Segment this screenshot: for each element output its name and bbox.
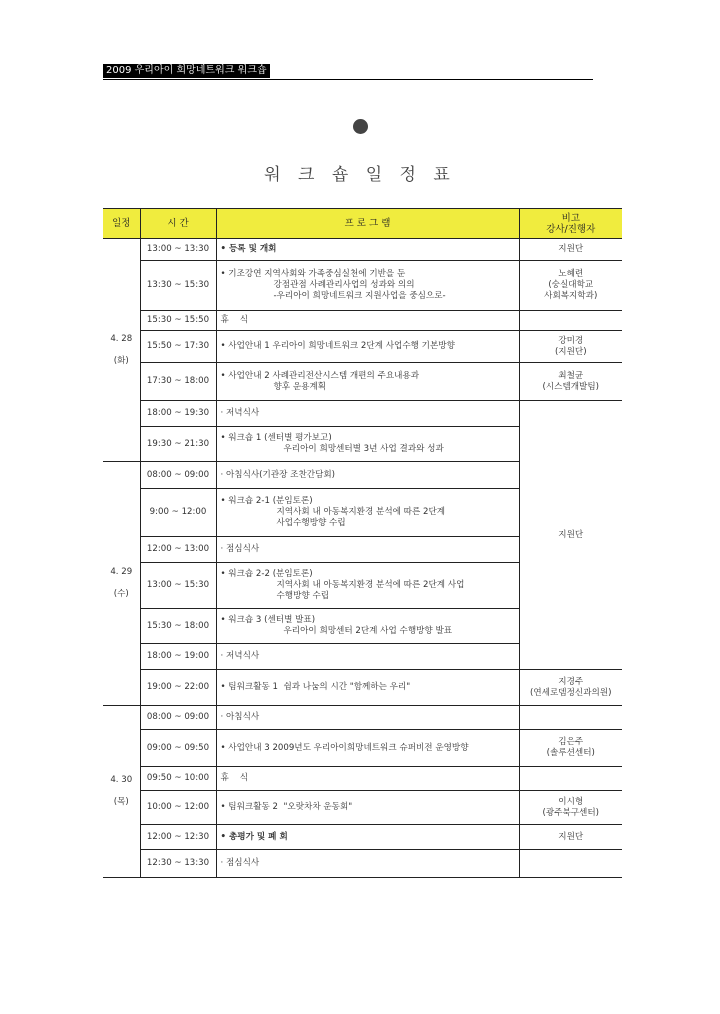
table-row <box>103 850 622 878</box>
program-line: · 점심식사 <box>220 544 260 554</box>
time-cell: 08:00 ~ 09:00 <box>140 462 216 489</box>
day-date: 4. 29 <box>110 567 133 577</box>
program-cell <box>216 489 519 537</box>
program-cell <box>216 563 519 609</box>
program-line: -우리아이 희망네트워크 지원사업을 중심으로- <box>273 291 446 301</box>
program-line: 지역사회 내 아동복지환경 분석에 따른 2단계 사업 <box>276 580 465 590</box>
program-cell <box>216 427 519 462</box>
note-line: 지원단 <box>558 831 584 842</box>
program-line: • 워크숍 3 (센터별 발표) <box>220 615 316 625</box>
day-weekday: (수) <box>113 589 129 599</box>
note-cell <box>519 850 622 878</box>
program-cell <box>216 791 519 825</box>
table-row <box>103 825 622 850</box>
time-cell: 12:30 ~ 13:30 <box>140 850 216 878</box>
program-line: • 사업안내 1 우리아이 희망네트워크 2단계 사업수행 기본방향 <box>220 341 455 351</box>
time-cell: 18:00 ~ 19:30 <box>140 401 216 427</box>
program-line: 사업수행방향 수립 <box>276 518 346 528</box>
program-line: 향후 운용계획 <box>273 381 327 392</box>
program-line: 휴 식 <box>220 773 249 783</box>
day-weekday: (화) <box>113 355 129 366</box>
table-row <box>103 670 622 706</box>
time-cell: 08:00 ~ 09:00 <box>140 706 216 730</box>
program-line: · 저녁식사 <box>220 408 260 418</box>
program-line: • 등록 및 개회 <box>220 244 277 254</box>
time-cell: 12:00 ~ 12:30 <box>140 825 216 850</box>
program-line: 휴 식 <box>220 315 249 325</box>
page-title: 워 크 숍 일 정 표 <box>264 165 456 185</box>
note-line: (시스템개발팀) <box>542 381 599 392</box>
note-cell-merged <box>519 401 622 670</box>
program-line: • 기조강연 지역사회와 가족중심실천에 기반을 둔 <box>220 269 406 279</box>
program-line: · 점심식사 <box>220 858 260 868</box>
program-cell <box>216 363 519 401</box>
table-row <box>103 767 622 791</box>
program-cell <box>216 825 519 850</box>
note-cell <box>519 730 622 767</box>
program-cell <box>216 311 519 331</box>
day-cell <box>103 706 140 878</box>
time-cell: 13:00 ~ 13:30 <box>140 239 216 261</box>
program-cell <box>216 706 519 730</box>
note-cell <box>519 261 622 311</box>
program-cell <box>216 609 519 644</box>
program-cell <box>216 401 519 427</box>
program-cell <box>216 462 519 489</box>
note-line: (지원단) <box>554 346 587 357</box>
col-header-program: 프 로 그 램 <box>216 209 519 239</box>
note-cell <box>519 706 622 730</box>
table-row <box>103 311 622 331</box>
program-line: • 팀워크활동 2 "오랏차차 운동회" <box>220 802 353 812</box>
time-cell: 13:30 ~ 15:30 <box>140 261 216 311</box>
program-cell <box>216 850 519 878</box>
note-line: (연세로뎀정신과의원) <box>530 687 612 698</box>
time-cell: 19:00 ~ 22:00 <box>140 670 216 706</box>
time-cell: 9:00 ~ 12:00 <box>140 489 216 537</box>
time-cell: 18:00 ~ 19:00 <box>140 644 216 670</box>
table-row <box>103 331 622 363</box>
program-line: • 워크숍 2-2 (분임토론) <box>220 569 313 579</box>
program-line: 강점관점 사례관리사업의 성과와 의의 <box>273 280 415 290</box>
table-row <box>103 239 622 261</box>
program-cell <box>216 767 519 791</box>
note-line: 지원단 <box>558 244 584 254</box>
program-cell <box>216 261 519 311</box>
time-cell: 12:00 ~ 13:00 <box>140 537 216 563</box>
time-cell: 15:50 ~ 17:30 <box>140 331 216 363</box>
bullet-dot-icon <box>353 119 368 134</box>
program-line: 우리아이 희망센터 2단계 사업 수행방향 발표 <box>283 626 453 636</box>
program-cell <box>216 644 519 670</box>
note-line: 최철균 <box>558 370 584 381</box>
program-cell <box>216 537 519 563</box>
note-line: (숭실대학교 <box>548 280 594 290</box>
col-header-note-line2: 강사/진행자 <box>546 223 596 235</box>
note-cell <box>519 239 622 261</box>
table-header-row <box>103 209 622 239</box>
program-line: 우리아이 희망센터별 3년 사업 결과와 성과 <box>283 444 444 454</box>
note-cell <box>519 825 622 850</box>
note-line: 이시형 <box>558 796 584 807</box>
program-line: • 사업안내 3 2009년도 우리아이희망네트워크 슈퍼비전 운영방향 <box>220 742 469 753</box>
table-row <box>103 401 622 427</box>
program-cell <box>216 670 519 706</box>
day-date: 4. 28 <box>110 333 133 344</box>
time-cell: 15:30 ~ 18:00 <box>140 609 216 644</box>
col-header-note <box>519 209 622 239</box>
schedule-table <box>103 208 622 878</box>
program-line: • 워크숍 1 (센터별 평가보고) <box>220 433 332 443</box>
col-header-day: 일정 <box>103 209 140 239</box>
time-cell: 19:30 ~ 21:30 <box>140 427 216 462</box>
note-line: 지원단 <box>558 529 584 540</box>
note-line: (광주북구센터) <box>542 807 599 818</box>
day-date: 4. 30 <box>110 775 133 785</box>
day-cell <box>103 462 140 706</box>
note-cell <box>519 767 622 791</box>
program-line: 수행방향 수립 <box>276 591 330 601</box>
note-line: 사회복지학과) <box>544 291 598 301</box>
table-row <box>103 791 622 825</box>
program-line: · 저녁식사 <box>220 651 260 661</box>
time-cell: 10:00 ~ 12:00 <box>140 791 216 825</box>
program-cell <box>216 730 519 767</box>
document-header <box>103 64 593 80</box>
table-row <box>103 706 622 730</box>
time-cell: 13:00 ~ 15:30 <box>140 563 216 609</box>
program-line: • 팀워크활동 1 쉼과 나눔의 시간 "함께하는 우리" <box>220 682 411 692</box>
table-row <box>103 363 622 401</box>
program-cell <box>216 331 519 363</box>
day-weekday: (목) <box>113 797 129 807</box>
note-cell <box>519 363 622 401</box>
note-line: 김은주 <box>558 737 584 747</box>
day-cell <box>103 239 140 462</box>
program-line: • 총평가 및 폐 회 <box>220 831 288 842</box>
program-cell <box>216 239 519 261</box>
note-cell <box>519 311 622 331</box>
time-cell: 09:00 ~ 09:50 <box>140 730 216 767</box>
note-cell <box>519 331 622 363</box>
col-header-note-line1: 비고 <box>561 212 580 224</box>
note-line: 강미경 <box>558 335 584 346</box>
time-cell: 15:30 ~ 15:50 <box>140 311 216 331</box>
col-header-time: 시 간 <box>140 209 216 239</box>
note-line: 노혜련 <box>558 269 584 279</box>
program-line: 지역사회 내 아동복지환경 분석에 따른 2단계 <box>276 507 446 517</box>
program-line: • 사업안내 2 사례관리전산시스템 개편의 주요내용과 <box>220 370 420 381</box>
note-line: (솔루션센터) <box>546 748 595 758</box>
table-row <box>103 730 622 767</box>
time-cell: 17:30 ~ 18:00 <box>140 363 216 401</box>
header-label: 2009 우리아이 희망네트워크 워크숍 <box>103 64 270 78</box>
program-line: · 아침식사 <box>220 712 260 722</box>
note-cell <box>519 791 622 825</box>
note-cell <box>519 670 622 706</box>
table-row <box>103 261 622 311</box>
program-line: • 워크숍 2-1 (분임토론) <box>220 496 313 506</box>
time-cell: 09:50 ~ 10:00 <box>140 767 216 791</box>
note-line: 지경주 <box>558 676 584 687</box>
program-line: · 아침식사(기관장 조찬간담회) <box>220 469 336 480</box>
